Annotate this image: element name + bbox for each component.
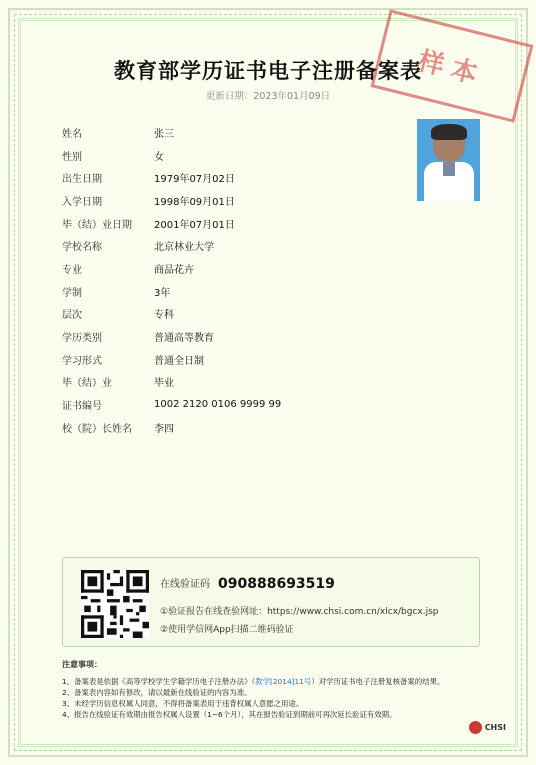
field-row — [62, 144, 382, 167]
field-label: 学校名称 — [62, 242, 102, 254]
chsi-logo-text: CHSI — [484, 723, 506, 732]
verification-app-note: ②使用学信网App扫描二维码验证 — [160, 625, 294, 635]
field-row — [62, 212, 382, 235]
photo-hair — [431, 124, 467, 140]
chsi-logo — [469, 721, 506, 734]
field-value: 普通高等教育 — [154, 333, 214, 345]
field-value: 2001年07月01日 — [154, 219, 235, 231]
field-label: 学习形式 — [62, 355, 102, 367]
verification-panel — [62, 557, 480, 647]
verification-code: 090888693519 — [218, 576, 335, 592]
note-text: 1、备案表是依据《高等学校学生学籍学历电子注册办法》（ — [62, 677, 256, 686]
field-value: 专科 — [154, 310, 174, 322]
field-label: 出生日期 — [62, 174, 102, 186]
qr-code-icon[interactable] — [81, 570, 149, 638]
student-fields — [62, 121, 382, 439]
field-value: 北京林业大学 — [154, 242, 214, 254]
sample-stamp: 样本 — [371, 9, 534, 122]
verification-url-note: ①验证报告在线查验网址：https://www.chsi.com.cn/xlcx/bgcx.jsp — [160, 607, 439, 617]
field-label: 校（院）长姓名 — [62, 423, 132, 435]
field-row — [62, 371, 382, 394]
field-label: 专业 — [62, 264, 82, 276]
field-value: 李四 — [154, 423, 174, 435]
document-title: 教育部学历证书电子注册备案表 — [114, 59, 422, 83]
note-item-2: 2、备案表内容如有修改，请以最新在线验证的内容为准。 — [62, 688, 252, 697]
field-row — [62, 257, 382, 280]
field-row — [62, 280, 382, 303]
student-photo — [417, 119, 480, 201]
field-row — [62, 166, 382, 189]
field-label: 毕（结）业 — [62, 378, 112, 390]
field-value: 1998年09月01日 — [154, 196, 235, 208]
note-item-1 — [62, 676, 482, 687]
chsi-logo-icon — [469, 721, 482, 734]
field-value: 商品花卉 — [154, 264, 194, 276]
field-value: 1979年07月02日 — [154, 174, 235, 186]
notes-section — [62, 659, 482, 720]
field-label: 性别 — [62, 151, 82, 163]
field-value: 1002 2120 0106 9999 99 — [154, 399, 282, 411]
field-row — [62, 121, 382, 144]
field-row — [62, 416, 382, 439]
field-row — [62, 189, 382, 212]
field-value: 毕业 — [154, 378, 174, 390]
field-label: 证书编号 — [62, 401, 102, 413]
field-label: 毕（结）业日期 — [62, 219, 132, 231]
notes-heading: 注意事项： — [62, 660, 102, 669]
field-value: 3年 — [154, 287, 171, 299]
note-item-3: 3、未经学历信息权属人同意，不得将备案表用于违背权属人意愿之用途。 — [62, 699, 304, 708]
update-date: 更新日期：2023年01月09日 — [205, 91, 331, 102]
note-text: ）对学历证书电子注册复核备案的结果。 — [311, 677, 445, 686]
field-value: 张三 — [154, 128, 174, 140]
field-label: 层次 — [62, 310, 82, 322]
field-row — [62, 234, 382, 257]
regulation-link[interactable]: 教学[2014]11号 — [255, 677, 312, 686]
field-label: 学历类别 — [62, 333, 102, 345]
field-label: 姓名 — [62, 128, 82, 140]
field-row — [62, 393, 382, 416]
field-label: 入学日期 — [62, 196, 102, 208]
field-row — [62, 348, 382, 371]
field-row — [62, 303, 382, 326]
verification-code-label: 在线验证码 — [160, 579, 210, 590]
field-value: 女 — [154, 151, 164, 163]
field-row — [62, 325, 382, 348]
field-value: 普通全日制 — [154, 355, 204, 367]
photo-collar — [443, 162, 455, 176]
note-item-4: 4、报告在线验证有效期由报告权属人设置（1~6个月），其在报告验证到期前可再次延长验证有效期。 — [62, 710, 397, 719]
verification-code-line — [160, 575, 335, 592]
field-label: 学制 — [62, 287, 82, 299]
